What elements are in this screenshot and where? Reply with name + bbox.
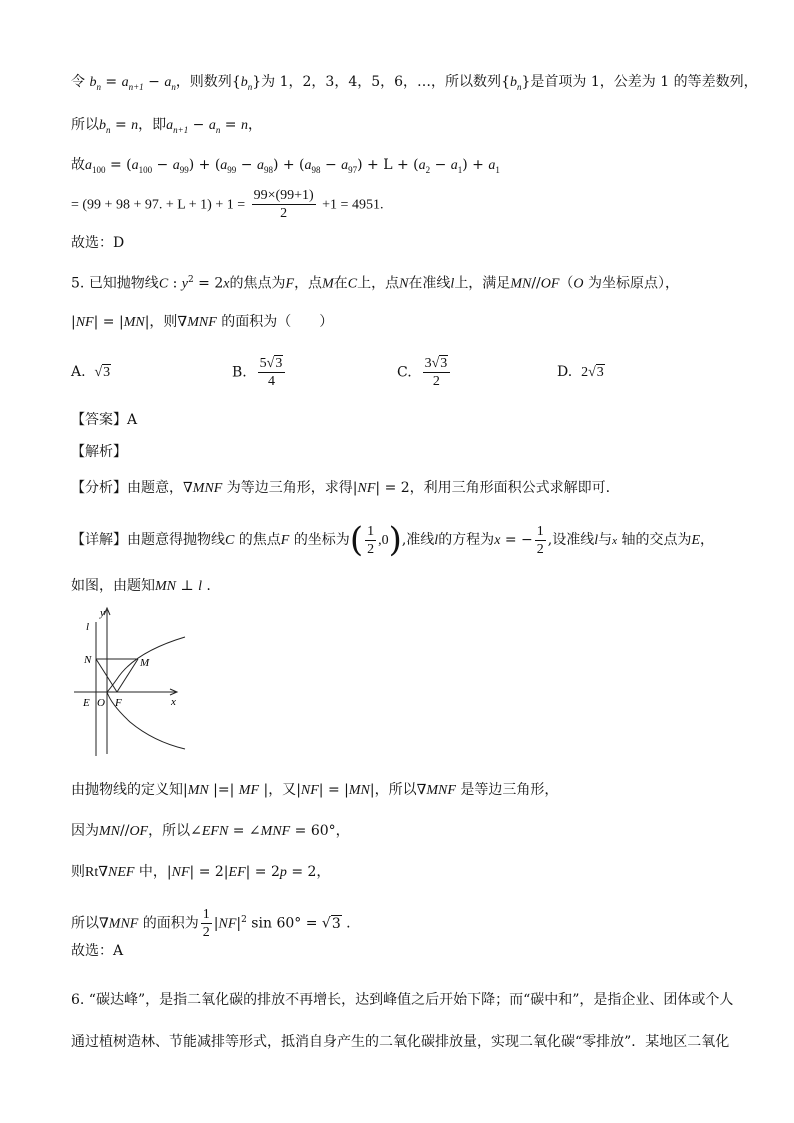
- segment-MF: [117, 659, 138, 692]
- question-6-line-1: 6. “碳达峰”，是指二氧化碳的排放不再增长，达到峰值之后开始下降；而“碳中和”，是指企业、团体或个人: [71, 992, 734, 1008]
- label-F: F: [115, 697, 122, 709]
- option-label: A.: [71, 364, 86, 380]
- text: ，即: [138, 117, 167, 133]
- text: ,设准线: [547, 532, 595, 548]
- question-5-condition: |NF| = |MN|，则∇MNF 的面积为（ ）: [71, 314, 334, 330]
- text: 为坐标原点），: [588, 275, 679, 292]
- area-line: 所以∇MNF 的面积为 $\frac{1}{2}$ $|NF|^2$ sin 60° = √3 .: [71, 907, 351, 941]
- answer-select-2: 故选：A: [71, 943, 124, 959]
- definition-line: 由抛物线的定义知|MN |=| MF |，又|NF| = |MN|，所以∇MNF 是等边三角形，: [71, 782, 559, 798]
- angle-line: 因为MN//OF，所以∠EFN = ∠MNF = 60°，: [71, 823, 350, 839]
- text: 是等边三角形，: [460, 782, 559, 798]
- text: 由抛物线的定义知: [71, 782, 183, 798]
- label-y: y: [100, 607, 105, 619]
- label-O: O: [97, 697, 105, 709]
- text: 的坐标为: [293, 532, 350, 548]
- option-b[interactable]: B. $\frac{5√3}{4}$: [232, 355, 287, 390]
- parabola-figure: [70, 604, 190, 760]
- text: 由题意，: [127, 480, 183, 496]
- option-d[interactable]: D. 2√3: [557, 364, 604, 380]
- text: 故: [71, 157, 85, 173]
- text: 的面积为: [142, 915, 199, 932]
- text: 的焦点: [238, 532, 281, 548]
- text: （: [559, 275, 574, 292]
- text: 中，: [138, 864, 167, 880]
- text: 则: [71, 864, 85, 880]
- text: ，则: [149, 314, 178, 330]
- analysis-tag: 【解析】: [71, 444, 127, 460]
- text: 为等边三角形，求得: [226, 480, 353, 496]
- text: ，: [700, 532, 715, 548]
- label-x: x: [171, 696, 176, 708]
- text: 与: [598, 532, 613, 548]
- sum-line: = (99 + 98 + 97. + L + 1) + 1 = $\frac{99\times(99+1)}{2}$ +1 = 4951.: [71, 188, 384, 221]
- option-label: D.: [557, 364, 573, 380]
- text: ，点: [294, 275, 323, 292]
- option-c[interactable]: C. $\frac{3√3}{2}$: [397, 355, 452, 390]
- text: 所以: [71, 117, 99, 133]
- text: 的方程为: [438, 532, 495, 548]
- text: 的焦点为: [229, 275, 286, 292]
- text: ，利用三角形面积公式求解即可.: [409, 480, 611, 496]
- text: ，: [248, 117, 262, 133]
- text: 因为: [71, 823, 99, 839]
- text: ,准线: [401, 532, 435, 548]
- text: 已知抛物线: [88, 275, 159, 292]
- answer-tag: 【答案】: [71, 412, 127, 428]
- answer-line: [71, 410, 137, 430]
- text: 在准线: [408, 275, 451, 292]
- label-N: N: [84, 654, 92, 666]
- text: 轴的交点为: [621, 532, 692, 548]
- answer-select-1: 故选：D: [71, 235, 125, 251]
- right-triangle-line: 则Rt∇NEF 中，|NF| = 2|EF| = 2p = 2，: [71, 864, 331, 880]
- answer-value: A: [127, 412, 138, 428]
- fenxi-tag: 【分析】: [71, 480, 127, 496]
- label-E: E: [83, 697, 90, 709]
- text: ，则数列: [175, 74, 232, 90]
- telescoping-line: 故$a_{100} = (a_{100} - a_{99}) + (a_{99} - a_{98}) + (a_{98} - a_{97}) + L + (a_2 - a_1) + a_1$: [71, 157, 500, 175]
- question-6-line-2: 通过植树造林、节能减排等形式，抵消自身产生的二氧化碳排放量，实现二氧化碳“零排放”．某地区二氧化: [71, 1034, 730, 1050]
- analysis-line: 【分析】由题意，∇MNF 为等边三角形，求得|NF| = 2，利用三角形面积公式求解即可.: [71, 480, 611, 496]
- option-a[interactable]: A. √3: [71, 364, 111, 380]
- detail-tag: 【详解】: [71, 532, 127, 548]
- bn-line: 所以$b_n = n$，即$a_{n+1} - a_n = n$，: [71, 117, 262, 135]
- text: 在: [333, 275, 348, 292]
- question-number: 5.: [71, 275, 85, 292]
- text: 为 1，2，3，4，5，6，…，所以数列: [261, 74, 502, 90]
- text: 如图，由题知: [71, 578, 155, 594]
- sum-fraction: $\frac{99\times(99+1)}{2}$: [253, 188, 314, 221]
- label-M: M: [140, 657, 150, 669]
- recurrence-line: 令 $b_n = a_{n+1} - a_n$，则数列$\{b_n\}$为 1，2，3，4，5，6，…，所以数列$\{b_n\}$是首项为 1，公差为 1 的等差数列，: [71, 74, 758, 92]
- text: 令: [71, 74, 85, 90]
- text: 的面积为（ ）: [221, 314, 334, 330]
- text: ，所以: [148, 823, 191, 839]
- option-label: C.: [397, 364, 412, 381]
- question-5-stem: 5. 已知抛物线C : $y^2 = 2x$的焦点为F，点M在C上，点N在准线l上，满足MN//OF（O 为坐标原点），: [71, 275, 679, 292]
- parabola-curve: [107, 637, 185, 749]
- detail-line: 【详解】由题意得抛物线C 的焦点F 的坐标为( $\frac{1}{2}$ ,0),准线l的方程为x = − $\frac{1}{2}$ ,设准线l与x 轴的交点为E，: [71, 520, 715, 560]
- text: 所以: [71, 915, 99, 932]
- text: 上，点: [357, 275, 400, 292]
- text: 由题意得抛物线: [127, 532, 225, 548]
- result-value: 4951: [351, 197, 380, 213]
- option-label: B.: [232, 364, 247, 381]
- text: ，所以: [374, 782, 417, 798]
- label-l: l: [86, 621, 90, 633]
- text: ，又: [268, 782, 297, 798]
- text: 是首项为 1，公差为 1 的等差数列，: [530, 74, 758, 90]
- figure-intro: 如图，由题知MN ⊥ l .: [71, 578, 211, 594]
- text: 上，满足: [454, 275, 511, 292]
